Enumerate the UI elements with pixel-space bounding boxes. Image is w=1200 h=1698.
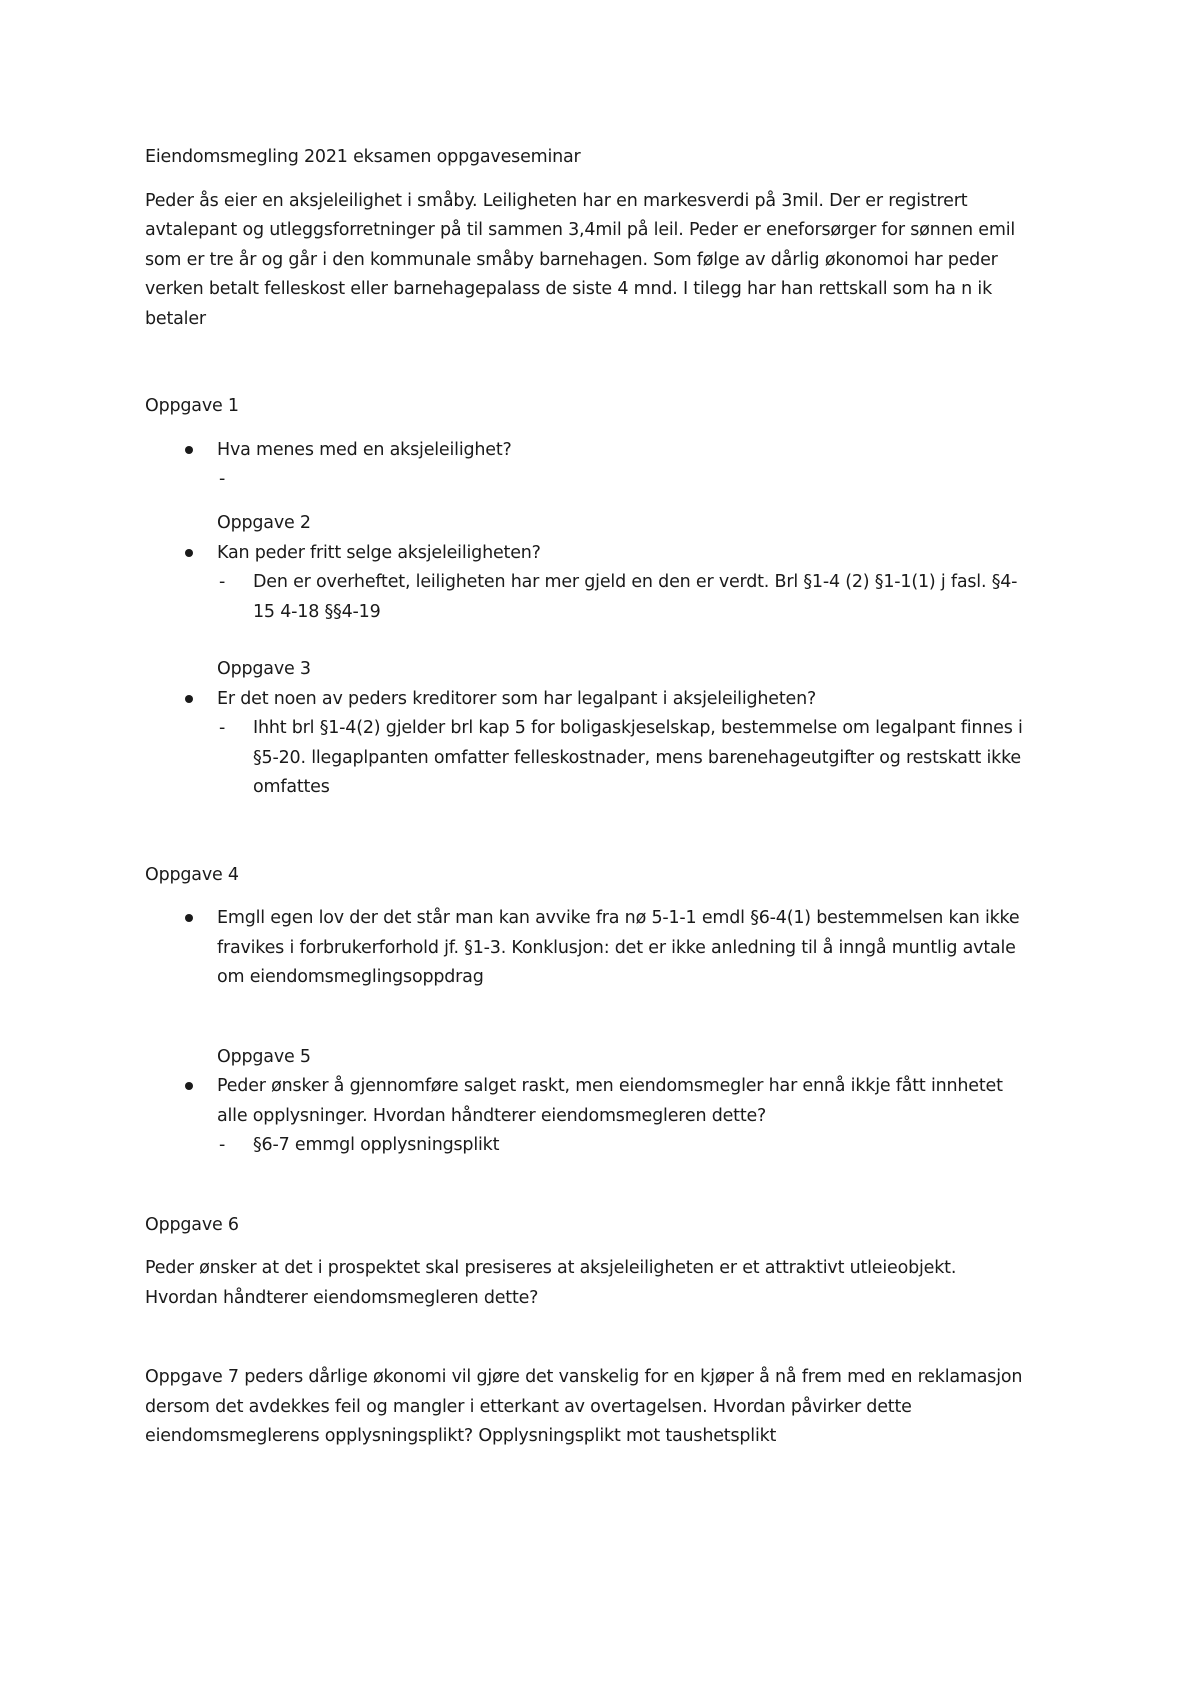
intro-line: betaler xyxy=(145,308,206,329)
task6-line: Peder ønsker at det i prospektet skal presiseres at aksjeleiligheten er et attraktivt utleieobjekt. xyxy=(145,1258,957,1278)
spacer xyxy=(145,1161,1075,1211)
task3-question-item xyxy=(145,685,1075,715)
task5-answer-item xyxy=(145,1131,1075,1161)
bullet-icon xyxy=(185,1082,193,1090)
task4-heading: Oppgave 4 xyxy=(145,864,239,885)
task3-answer-item xyxy=(145,714,1075,803)
spacer xyxy=(145,993,1075,1043)
intro-line: Peder ås eier en aksjeleilighet i småby. Leiligheten har en markesverdi på 3mil. Der er registrert xyxy=(145,190,968,211)
task2-question-item xyxy=(145,539,1075,569)
spacer xyxy=(145,334,1075,392)
task6-heading: Oppgave 6 xyxy=(145,1214,239,1235)
bullet-icon xyxy=(185,549,193,557)
task3-heading: Oppgave 3 xyxy=(217,659,311,679)
task4-line: Emgll egen lov der det står man kan avvike fra nø 5-1-1 emdl §6-4(1) bestemmelsen kan ikke xyxy=(217,908,1020,928)
dash-icon: - xyxy=(219,1135,226,1155)
spacer xyxy=(145,890,1075,904)
task3-answer-line: §5-20. llegaplpanten omfatter felleskostnader, mens barenehageutgifter og restskatt ikke xyxy=(253,747,1021,768)
task4-item xyxy=(145,904,1075,993)
task7-line: Oppgave 7 peders dårlige økonomi vil gjøre det vanskelig for en kjøper å nå frem med en reklamasjon xyxy=(145,1367,1023,1387)
dash-icon: - xyxy=(219,469,226,489)
task3-answer-line: omfattes xyxy=(253,777,330,797)
bullet-icon xyxy=(185,914,193,922)
spacer xyxy=(145,465,1075,509)
task2-answer-line: 15 4-18 §§4-19 xyxy=(253,601,381,622)
task4-line: fravikes i forbrukerforhold jf. §1-3. Konklusjon: det er ikke anledning til å inngå muntlig avtale xyxy=(217,937,1016,958)
task1-heading: Oppgave 1 xyxy=(145,396,239,416)
task3-answer-line: Ihht brl §1-4(2) gjelder brl kap 5 for boligaskjeselskap, bestemmelse om legalpant finnes i xyxy=(253,718,1023,738)
task2-heading: Oppgave 2 xyxy=(217,513,311,533)
task7-line: dersom det avdekkes feil og mangler i etterkant av overtagelsen. Hvordan påvirker dette xyxy=(145,1396,912,1417)
task7-line: eiendomsmeglerens opplysningsplikt? Opplysningsplikt mot taushetsplikt xyxy=(145,1426,777,1446)
dash-icon: - xyxy=(219,572,226,592)
document-title: Eiendomsmegling 2021 eksamen oppgaveseminar xyxy=(145,147,581,167)
task5-question-item xyxy=(145,1072,1075,1131)
task6-line: Hvordan håndterer eiendomsmegleren dette? xyxy=(145,1287,539,1308)
intro-line: som er tre år og går i den kommunale småby barnehagen. Som følge av dårlig økonomoi har peder xyxy=(145,249,998,270)
task5-question-line: alle opplysninger. Hvordan håndterer eiendomsmegleren dette? xyxy=(217,1105,767,1126)
dash-icon: - xyxy=(219,718,226,738)
spacer xyxy=(145,627,1075,655)
task2-answer-line: Den er overheftet, leiligheten har mer gjeld en den er verdt. Brl §1-4 (2) §1-1(1) j fasl. §4- xyxy=(253,572,1018,592)
task2-answer-item xyxy=(145,568,1075,627)
intro-line: avtalepant og utleggsforretninger på til sammen 3,4mil på leil. Peder er eneforsørger for sønnen emil xyxy=(145,220,1016,240)
intro-line: verken betalt felleskost eller barnehagepalass de siste 4 mnd. I tilegg har han rettskall som ha n ik xyxy=(145,279,992,299)
spacer xyxy=(145,1240,1075,1254)
task1-question-item xyxy=(145,436,1075,466)
spacer xyxy=(145,422,1075,436)
task5-answer: §6-7 emmgl opplysningsplikt xyxy=(253,1135,500,1155)
task3-question: Er det noen av peders kreditorer som har legalpant i aksjeleiligheten? xyxy=(217,688,817,709)
intro-paragraph xyxy=(145,187,1075,335)
task7-paragraph xyxy=(145,1363,1075,1452)
task1-question: Hva menes med en aksjeleilighet? xyxy=(217,439,512,460)
task6-paragraph xyxy=(145,1254,1075,1313)
bullet-icon xyxy=(185,695,193,703)
task5-heading: Oppgave 5 xyxy=(217,1046,311,1067)
task5-question-line: Peder ønsker å gjennomføre salget raskt, men eiendomsmegler har ennå ikkje fått innhetet xyxy=(217,1076,1003,1096)
task4-line: om eiendomsmeglingsoppdrag xyxy=(217,967,484,987)
spacer xyxy=(145,1313,1075,1363)
bullet-icon xyxy=(185,446,193,454)
document-body xyxy=(145,143,1075,1452)
task2-question: Kan peder fritt selge aksjeleiligheten? xyxy=(217,542,541,563)
spacer xyxy=(145,803,1075,861)
